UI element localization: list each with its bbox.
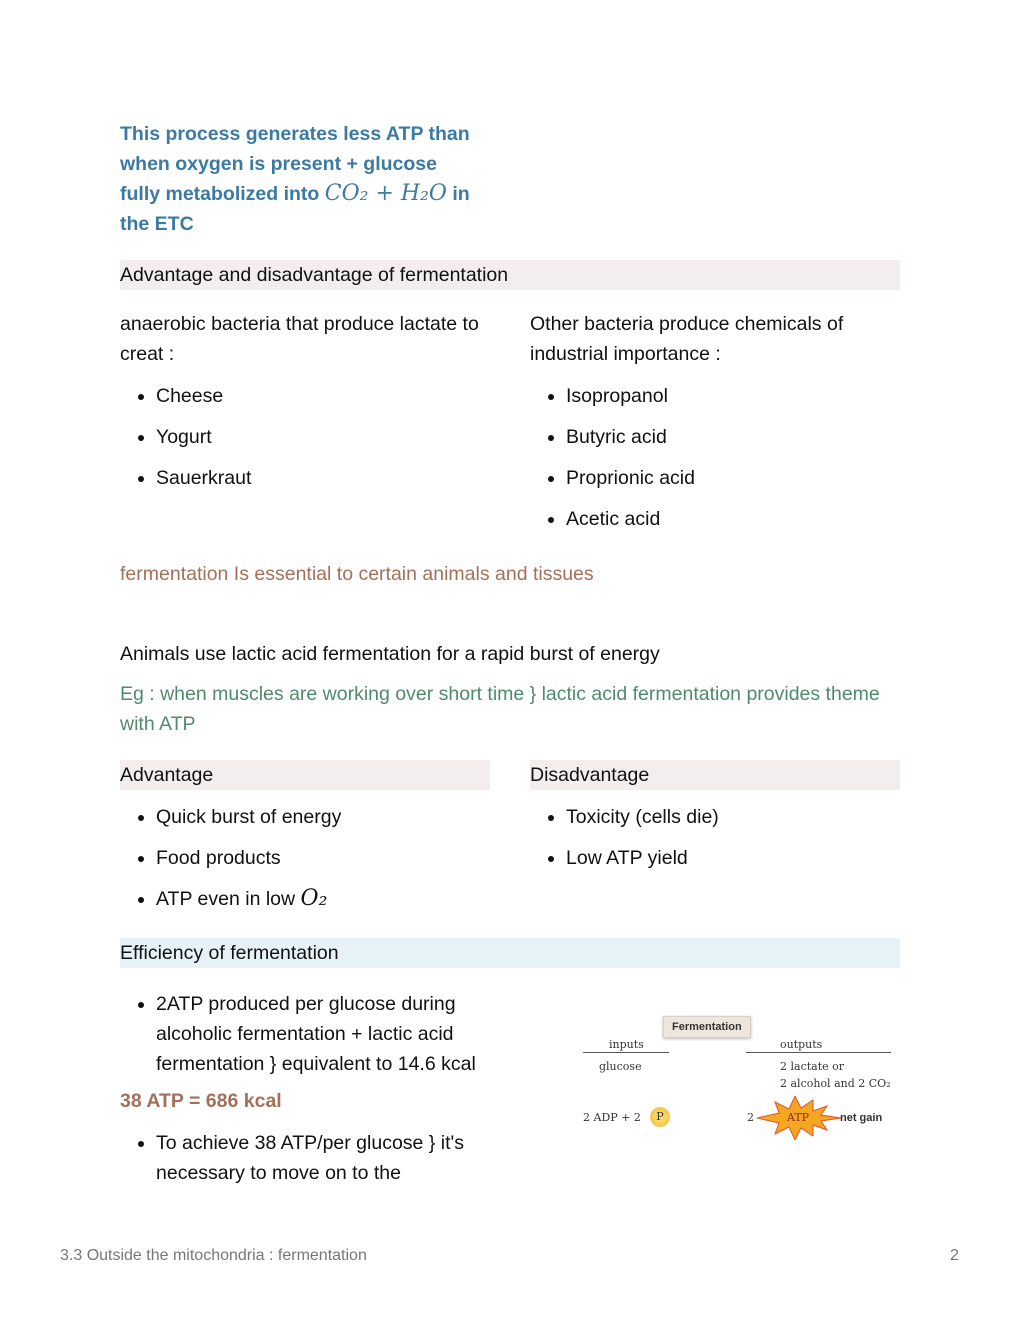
page-number: 2 xyxy=(950,1247,959,1264)
atp-highlight: 38 ATP = 686 kcal xyxy=(120,1090,282,1112)
atp-label: ATP xyxy=(787,1111,810,1124)
right-intro: Other bacteria produce chemicals of industrial importance : xyxy=(530,313,844,365)
output-line: 2 lactate or xyxy=(780,1060,845,1073)
output-line: 2 alcohol and 2 CO₂ xyxy=(780,1077,891,1090)
list-item: • Acetic acid xyxy=(566,504,900,534)
inputs-label: inputs xyxy=(609,1038,644,1051)
list-item: • Butyric acid xyxy=(566,422,900,452)
left-column xyxy=(120,309,500,504)
formula: O₂ xyxy=(300,886,328,911)
right-column xyxy=(530,309,900,545)
list-item: • To achieve 38 ATP/per glucose } it's necessary to move on to the xyxy=(156,1128,500,1188)
list-item: • Food products xyxy=(156,843,500,873)
efficiency-list xyxy=(120,989,500,1079)
list-item: • Low ATP yield xyxy=(566,843,900,873)
list-item xyxy=(156,884,500,914)
inputs-rule xyxy=(583,1052,669,1053)
formula: CO₂ + H₂O xyxy=(324,181,447,206)
glucose-label: glucose xyxy=(599,1060,642,1073)
outputs-rule xyxy=(746,1052,891,1053)
list-item: • Proprionic acid xyxy=(566,463,900,493)
intro-text-part: in xyxy=(446,183,470,205)
intro-line: This process generates less ATP than xyxy=(120,123,470,145)
efficiency-content xyxy=(120,989,500,1199)
efficiency-list-2 xyxy=(120,1128,500,1188)
list-item: • Cheese xyxy=(156,381,500,411)
left-intro: anaerobic bacteria that produce lactate to creat : xyxy=(120,313,479,365)
list-item: • Isopropanol xyxy=(566,381,900,411)
intro-text-part: fully metabolized into xyxy=(120,183,325,205)
list-item: • Quick burst of energy xyxy=(156,802,500,832)
list-item: • Sauerkraut xyxy=(156,463,500,493)
figure-title: Fermentation xyxy=(663,1016,751,1038)
disadvantage-header: Disadvantage xyxy=(530,760,900,790)
advantage-list-wrap xyxy=(120,802,500,925)
essential-note: fermentation Is essential to certain animals and tissues xyxy=(120,563,594,585)
net-gain-label: net gain xyxy=(840,1112,883,1124)
section-header: Advantage and disadvantage of fermentation xyxy=(120,260,900,290)
intro-text xyxy=(120,119,520,239)
outputs-label: outputs xyxy=(780,1038,823,1051)
advantage-header: Advantage xyxy=(120,760,490,790)
animals-text: Animals use lactic acid fermentation for a rapid burst of energy xyxy=(120,643,660,665)
right-list xyxy=(530,381,900,534)
phosphate-icon: P xyxy=(650,1107,670,1127)
fermentation-figure xyxy=(575,1010,905,1150)
list-item: • 2ATP produced per glucose during alcoholic fermentation + lactic acid fermentation } equivalent to 14.6 kcal xyxy=(156,989,500,1079)
adp-label: 2 ADP + 2 xyxy=(583,1111,641,1124)
item-text: ATP even in low xyxy=(156,888,301,910)
efficiency-header: Efficiency of fermentation xyxy=(120,938,900,968)
intro-line: when oxygen is present + glucose xyxy=(120,153,437,175)
list-item: • Yogurt xyxy=(156,422,500,452)
disadvantage-list xyxy=(530,802,900,873)
disadvantage-list-wrap xyxy=(530,802,900,884)
intro-line: the ETC xyxy=(120,213,194,235)
intro-line xyxy=(120,179,520,209)
advantage-list xyxy=(120,802,500,914)
footer-title: 3.3 Outside the mitochondria : fermentation xyxy=(60,1247,367,1264)
left-list xyxy=(120,381,500,493)
list-item: • Toxicity (cells die) xyxy=(566,802,900,832)
atp-count: 2 xyxy=(747,1111,754,1124)
example-text: Eg : when muscles are working over short time } lactic acid fermentation provides theme with ATP xyxy=(120,683,880,735)
